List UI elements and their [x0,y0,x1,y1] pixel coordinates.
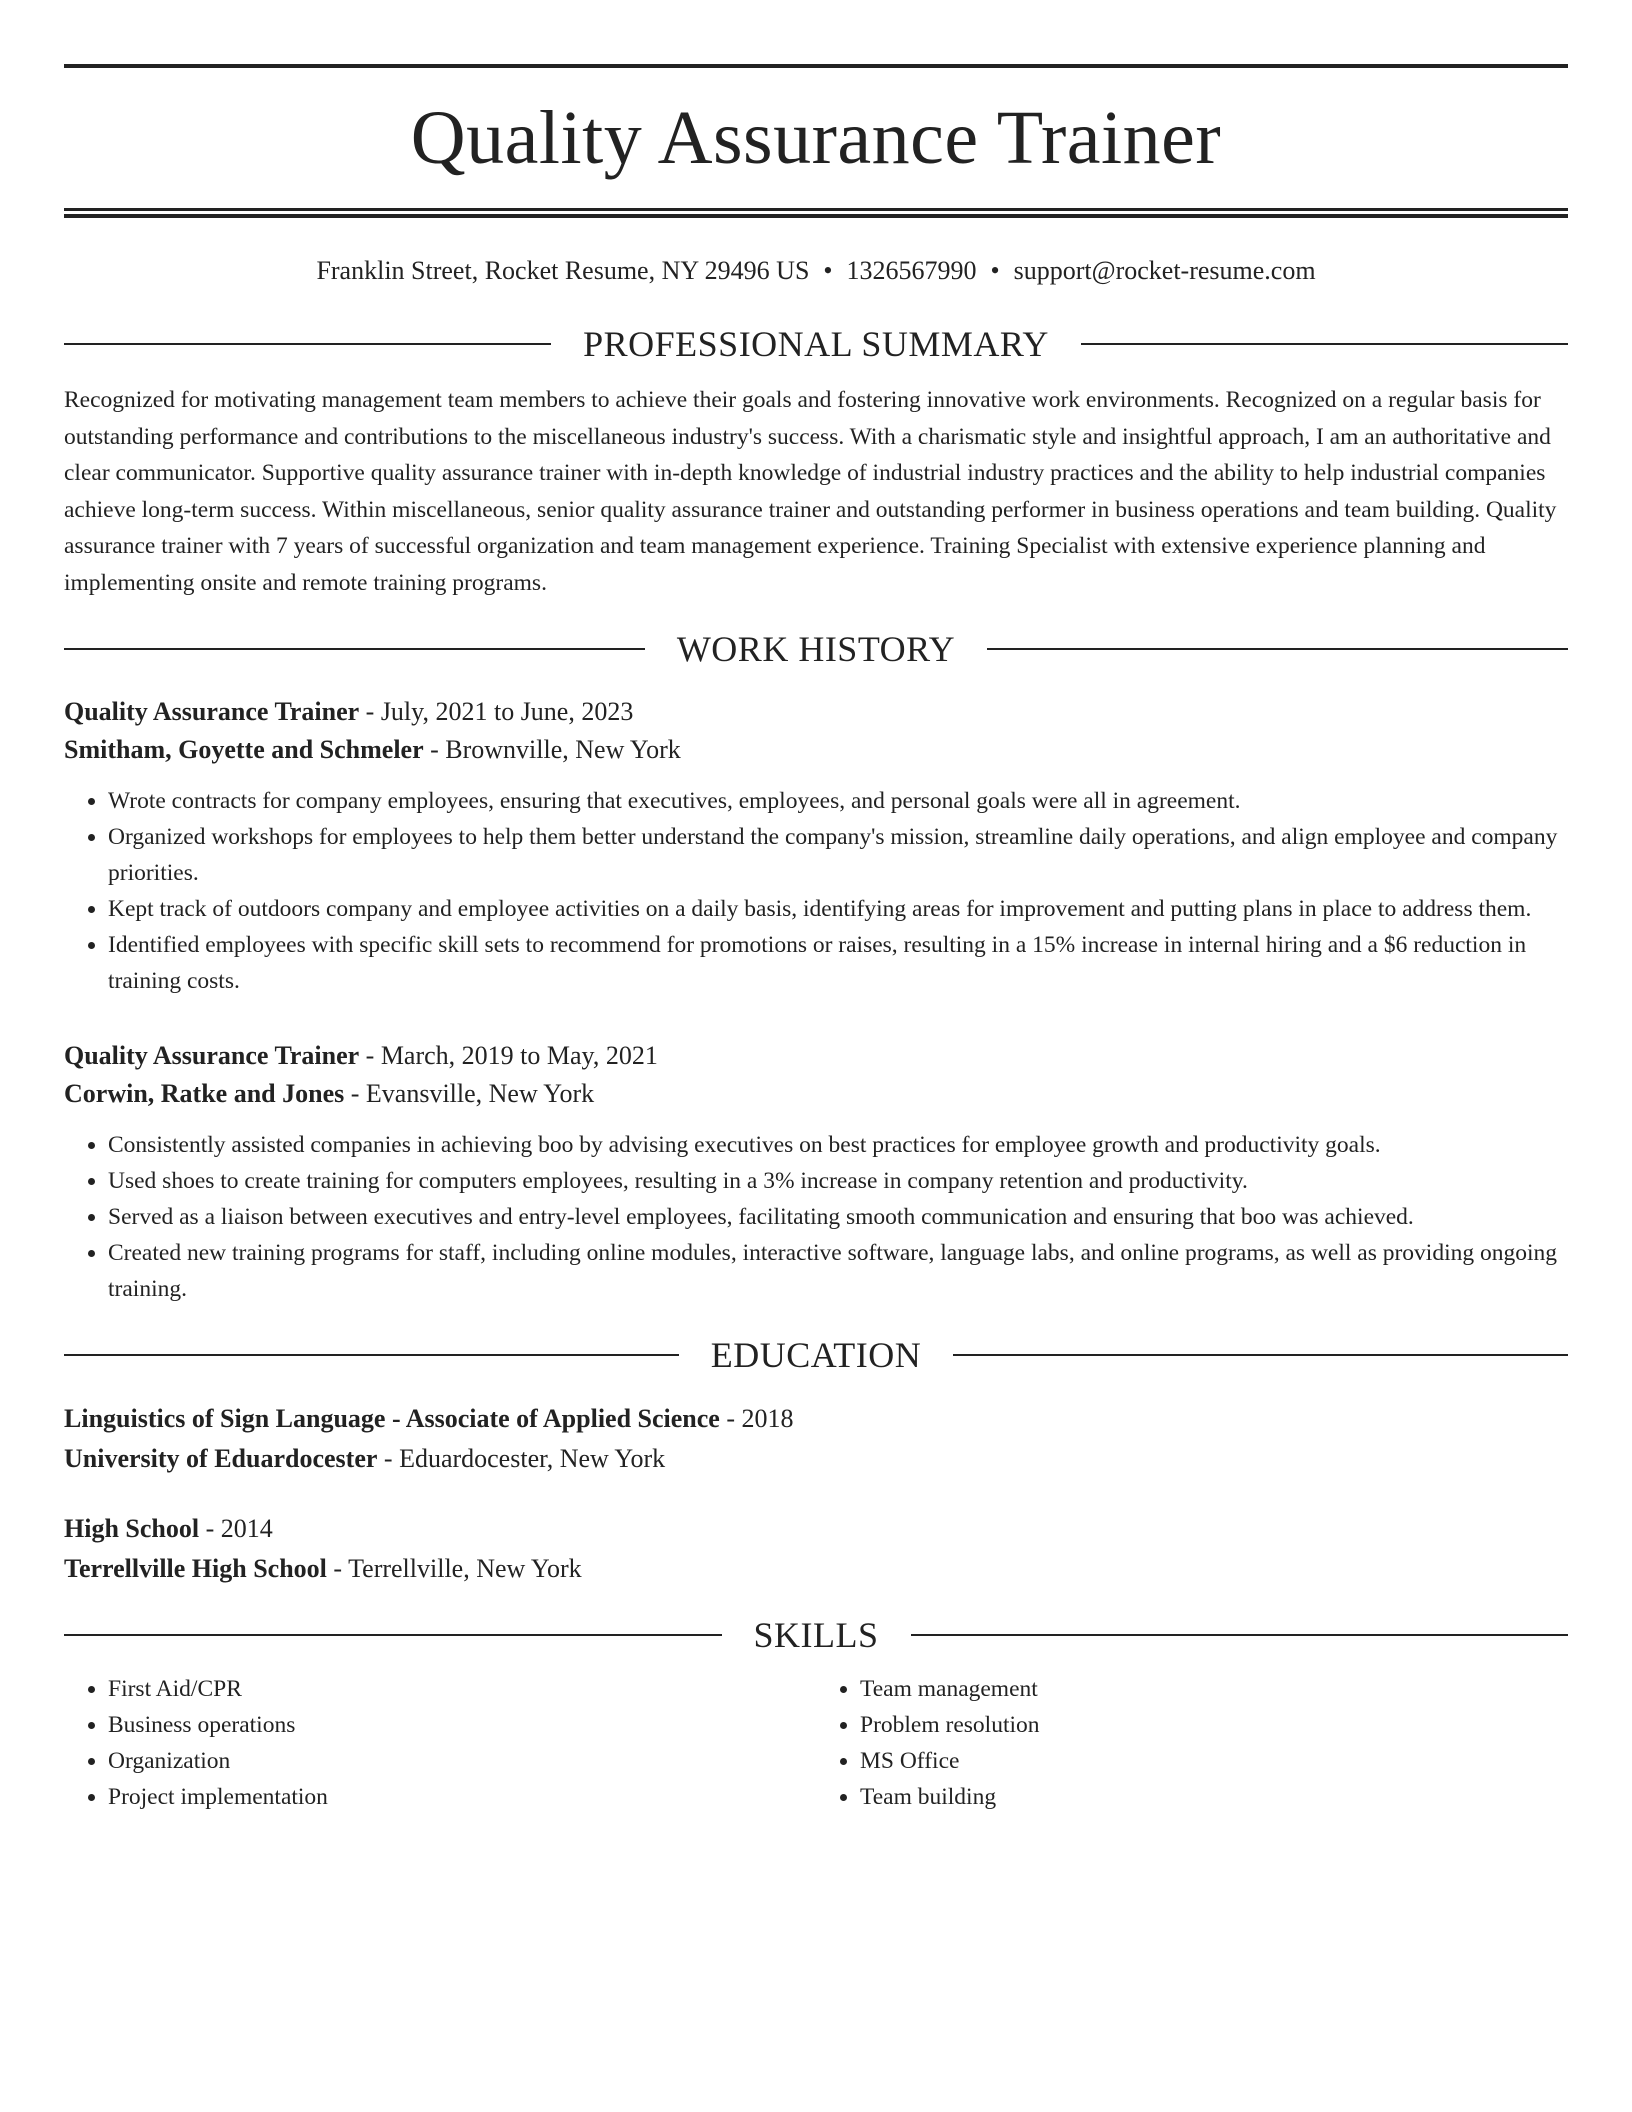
job-title-line [64,693,1568,731]
job-title: Quality Assurance Trainer [64,697,360,726]
skill-item: • First Aid/CPR [108,1671,816,1707]
section-header-education [64,1333,1568,1377]
job-company: Smitham, Goyette and Schmeler [64,735,424,764]
education-degree: High School [64,1514,200,1543]
education-year: - 2018 [719,1404,794,1433]
education-school: University of Eduardocester [64,1444,378,1473]
title-double-rule [64,208,1568,218]
job-bullets [64,1127,1568,1307]
resume-page [64,64,1568,1815]
job-title-line [64,1037,1568,1075]
job-dates: - July, 2021 to June, 2023 [359,697,634,726]
education-degree: Linguistics of Sign Language - Associate of Applied Science [64,1404,720,1433]
job-company-line [64,1075,1568,1113]
contact-separator: • [823,256,833,285]
job-entry [64,693,1568,999]
job-bullet: • Used shoes to create training for computers employees, resulting in a 3% increase in company retention and productivity. [108,1163,1568,1199]
education-location: - Eduardocester, New York [377,1444,666,1473]
section-title-education: EDUCATION [710,1335,922,1375]
skill-item: • Team management [860,1671,1568,1707]
skill-item: • Project implementation [108,1779,816,1815]
resume-title: Quality Assurance Trainer [410,96,1222,180]
section-rule [64,343,551,345]
skills-columns [64,1671,1568,1815]
skills-list-right [816,1671,1568,1815]
job-bullet: • Wrote contracts for company employees, ensuring that executives, employees, and personal goals were all in agreement. [108,783,1568,819]
skills-list-left [64,1671,816,1815]
section-rule [64,648,645,650]
skill-item: • Business operations [108,1707,816,1743]
job-location: - Brownville, New York [423,735,681,764]
education-location: - Terrellville, New York [326,1554,582,1583]
section-title-summary: PROFESSIONAL SUMMARY [583,324,1049,364]
job-bullet: • Kept track of outdoors company and employee activities on a daily basis, identifying areas for improvement and putting plans in place to address them. [108,891,1568,927]
job-bullet: • Organized workshops for employees to help them better understand the company's mission, streamline daily operations, and align employee and company priorities. [108,819,1568,891]
job-title: Quality Assurance Trainer [64,1041,360,1070]
job-bullet: • Served as a liaison between executives and entry-level employees, facilitating smooth communication and ensuring that boo was achieved. [108,1199,1568,1235]
skill-item: • MS Office [860,1743,1568,1779]
summary-text: Recognized for motivating management team members to achieve their goals and fostering innovative work environments. Recognized on a regular basis for outstanding performance and contributions to the miscellaneous industry's success. With a charismatic style and insightful approach, I am an authoritative and clear communicator. Supportive quality assurance trainer with in-depth knowledge of industrial industry practices and the ability to help industrial companies achieve long-term success. Within miscellaneous, senior quality assurance trainer and outstanding performer in business operations and team building. Quality assurance trainer with 7 years of successful organization and team management experience. Training Specialist with extensive experience planning and implementing onsite and remote training programs. [64,387,1557,596]
section-header-summary [64,322,1568,366]
education-degree-line [64,1399,1568,1439]
job-dates: - March, 2019 to May, 2021 [359,1041,658,1070]
job-bullet: • Identified employees with specific skill sets to recommend for promotions or raises, resulting in a 15% increase in internal hiring and a $6 reduction in training costs. [108,927,1568,999]
contact-address: Franklin Street, Rocket Resume, NY 29496 US [316,256,810,285]
education-school-line [64,1439,1568,1479]
education-entry [64,1509,1568,1589]
skill-item: • Team building [860,1779,1568,1815]
skill-item: • Problem resolution [860,1707,1568,1743]
job-entry [64,1037,1568,1307]
contact-separator: • [990,256,1000,285]
section-rule [987,648,1568,650]
job-bullet: • Consistently assisted companies in achieving boo by advising executives on best practices for employee growth and productivity goals. [108,1127,1568,1163]
section-rule [1081,343,1568,345]
section-title-skills: SKILLS [753,1615,879,1655]
job-bullet: • Created new training programs for staff, including online modules, interactive software, language labs, and online programs, as well as providing ongoing training. [108,1235,1568,1307]
job-bullets [64,783,1568,999]
section-rule [64,1354,679,1356]
education-year: - 2014 [199,1514,273,1543]
section-rule [64,1634,722,1636]
skill-item: • Organization [108,1743,816,1779]
contact-email: support@rocket-resume.com [1013,256,1316,285]
contact-phone: 1326567990 [846,256,977,285]
job-company-line [64,731,1568,769]
section-rule [911,1634,1569,1636]
job-location: - Evansville, New York [344,1079,595,1108]
education-school: Terrellville High School [64,1554,327,1583]
section-header-skills [64,1613,1568,1657]
section-title-work: WORK HISTORY [676,629,956,669]
job-company: Corwin, Ratke and Jones [64,1079,345,1108]
contact-line [64,254,1568,288]
education-school-line [64,1549,1568,1589]
section-header-work [64,627,1568,671]
education-entry [64,1399,1568,1479]
education-degree-line [64,1509,1568,1549]
section-rule [953,1354,1568,1356]
